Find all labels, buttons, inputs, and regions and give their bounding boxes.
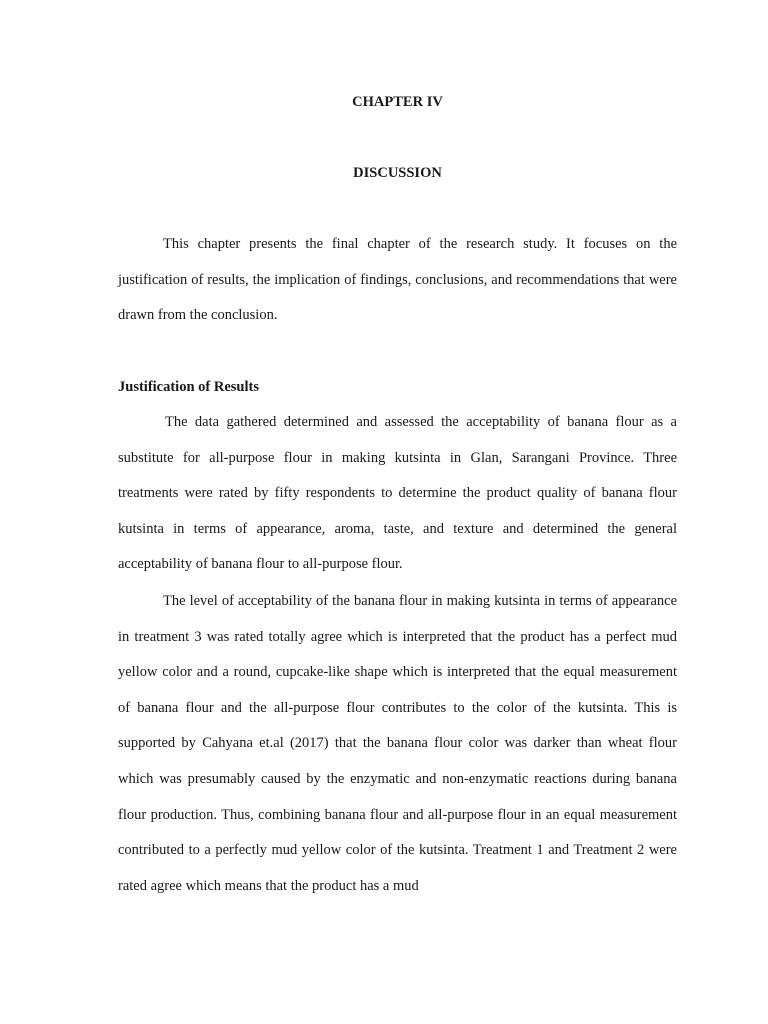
body-paragraph: The level of acceptability of the banana flour in making kutsinta in terms of appearance in treatment 3 was rated totally agree which is interpreted that the product has a perfect mud yellow color and a round, cupcake-like shape which is interpreted that the equal measurement of banana flour and the all-purpose flour contributes to the color of the kutsinta. This is supported by Cahyana et.al (2017) that the banana flour color was darker than wheat flour which was presumably caused by the enzymatic and non-enzymatic reactions during banana flour production. Thus, combining banana flour and all-purpose flour in an equal measurement contributed to a perfectly mud yellow color of the kutsinta. Treatment 1 and Treatment 2 were rated agree which means that the product has a mud (118, 593, 677, 894)
body-paragraph: The data gathered determined and assessed the acceptability of banana flour as a substitute for all-purpose flour in making kutsinta in Glan, Sarangani Province. Three treatments were rated by fifty respondents to determine the product quality of banana flour kutsinta in terms of appearance, aroma, taste, and texture and determined the general acceptability of banana flour to all-purpose flour. (118, 414, 677, 573)
section-title: DISCUSSION (353, 165, 442, 181)
chapter-title: CHAPTER IV (352, 94, 443, 110)
subsection-heading: Justification of Results (118, 379, 259, 395)
intro-paragraph: This chapter presents the final chapter of the research study. It focuses on the justification of results, the implication of findings, conclusions, and recommendations that were drawn from the conclusion. (118, 236, 677, 324)
